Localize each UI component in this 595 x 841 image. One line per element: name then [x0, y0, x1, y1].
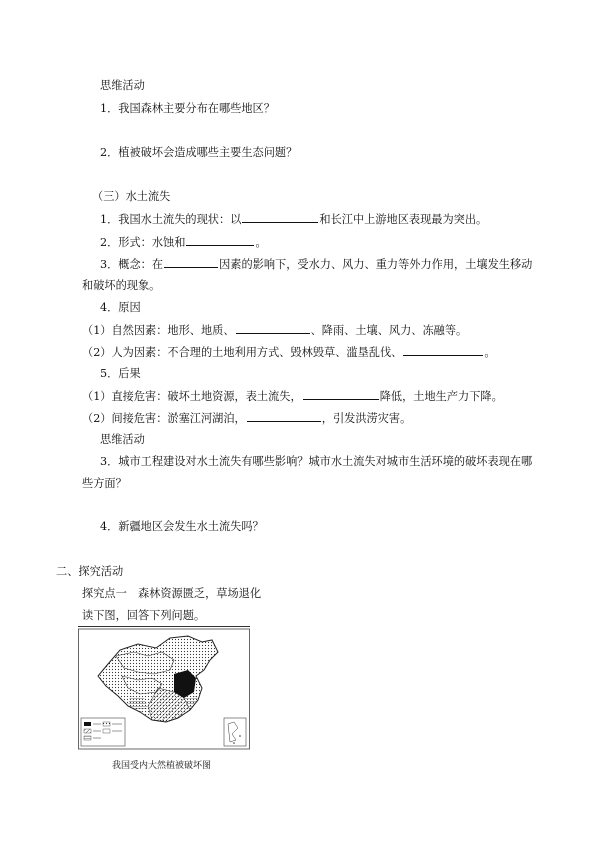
item-4-2-text-b: 。 [484, 346, 496, 359]
fill-blank[interactable] [164, 256, 218, 268]
item-1-text-a: 1．我国水土流失的现状：以 [100, 213, 242, 226]
section-heading-exploration: 二、探究活动 [56, 565, 124, 578]
fill-blank[interactable] [303, 388, 379, 400]
map-figure [78, 626, 250, 750]
fill-blank[interactable] [186, 234, 254, 246]
item-5-direct-harm [82, 388, 503, 405]
item-5-2-text-a: （2）间接危害：淤塞江河湖泊， [82, 412, 246, 425]
item-2-text-a: 2．形式：水蚀和 [100, 236, 186, 249]
item-4-1-text-b: 、降雨、土壤、风力、冻融等。 [310, 324, 468, 337]
item-1-text-b: 和长江中上游地区表现最为突出。 [319, 213, 488, 226]
exploration-point-1: 探究点一 森林资源匮乏，草场退化 [82, 587, 262, 600]
item-3-concept [100, 256, 532, 273]
fill-blank[interactable] [403, 344, 483, 356]
item-5-1-text-b: 降低，土地生产力下降。 [379, 390, 503, 403]
item-4-2-text-a: （2）人为因素：不合理的土地利用方式、毁林毁草、滥垦乱伐、 [82, 346, 403, 359]
item-3-continued: 和破坏的现象。 [82, 279, 161, 292]
item-3-text-a: 3．概念：在 [100, 258, 164, 271]
item-3-text-b: 因素的影响下，受水力、风力、重力等外力作用，土壤发生移动 [219, 258, 533, 271]
item-2-text-b: 。 [255, 236, 267, 249]
item-5-1-text-a: （1）直接危害：破坏土地资源，表土流失， [82, 390, 302, 403]
question-4: 4．新疆地区会发生水土流失吗？ [100, 520, 264, 533]
read-instruction: 读下图，回答下列问题。 [82, 609, 206, 622]
item-5-consequences: 5．后果 [100, 367, 141, 380]
item-1-status [100, 211, 487, 228]
china-vegetation-map [78, 626, 250, 750]
heading-thinking-activity-2: 思维活动 [100, 433, 145, 446]
question-2: 2．植被破坏会造成哪些主要生态问题？ [100, 146, 298, 159]
fill-blank[interactable] [242, 211, 318, 223]
item-4-1-text-a: （1）自然因素：地形、地质、 [82, 324, 235, 337]
map-caption: 我国受内大然植被破坏图 [112, 761, 212, 771]
item-5-2-text-b: ，引发洪涝灾害。 [321, 412, 412, 425]
item-4-human-factors [82, 344, 496, 361]
section-heading-soil-erosion: （三）水土流失 [92, 190, 171, 203]
question-1: 1．我国森林主要分布在哪些地区？ [100, 102, 275, 115]
fill-blank[interactable] [247, 410, 321, 422]
question-3-line-2: 些方面？ [82, 477, 127, 490]
item-5-indirect-harm [82, 410, 411, 427]
heading-thinking-activity-1: 思维活动 [100, 79, 145, 92]
question-3-line-1: 3．城市工程建设对水土流失有哪些影响？城市水土流失对城市生活环境的破坏表现在哪 [100, 455, 533, 468]
item-2-forms [100, 234, 267, 251]
item-4-natural-factors [82, 322, 467, 339]
item-4-causes: 4．原因 [100, 301, 141, 314]
fill-blank[interactable] [236, 322, 310, 334]
